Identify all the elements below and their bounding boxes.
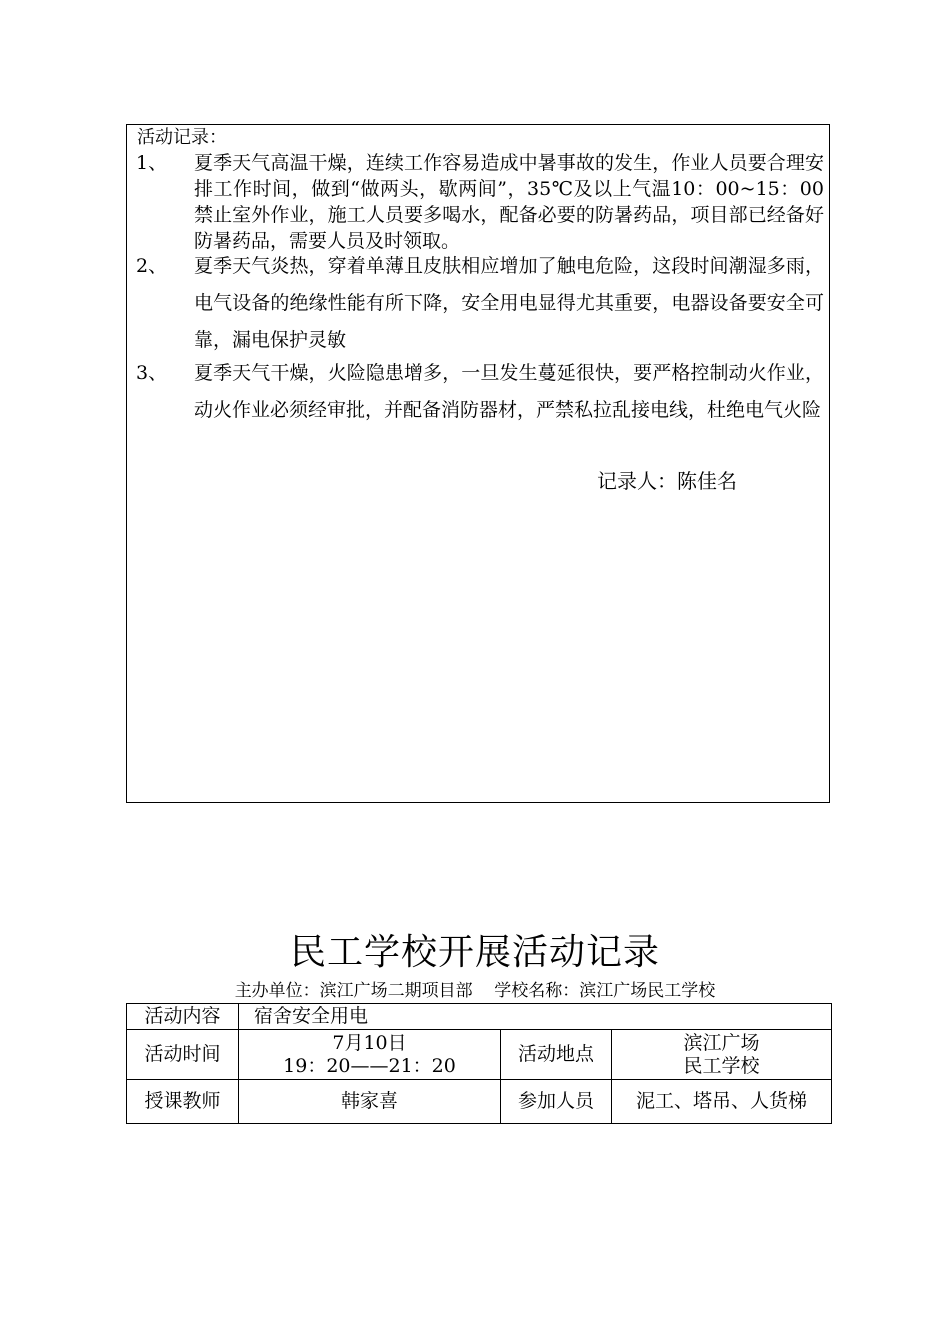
record-item-text: 夏季天气高温干燥，连续工作容易造成中暑事故的发生，作业人员要合理安排工作时间，做到“做两头，歇两间”，35℃及以上气温10：00~15：00禁止室外作业，施工人员要多喝水，配备必要的防暑药品，项目部已经备好防暑药品，需要人员及时领取。 [194, 152, 824, 252]
teacher-value: 韩家喜 [239, 1080, 501, 1124]
place-line-1: 滨江广场 [683, 1031, 760, 1054]
time-range: 19：20——21：20 [283, 1054, 456, 1077]
content-label: 活动内容 [127, 1004, 239, 1030]
page-title: 民工学校开展活动记录 [289, 932, 660, 973]
place-line-2: 民工学校 [683, 1054, 760, 1077]
activity-record-box [126, 124, 830, 803]
content-value: 宿舍安全用电 [239, 1004, 832, 1030]
record-item-text: 夏季天气干燥，火险隐患增多，一旦发生蔓延很快，要严格控制动火作业，动火作业必须经审批，并配备消防器材，严禁私拉乱接电线，杜绝电气火险 [194, 362, 824, 421]
time-label: 活动时间 [127, 1030, 239, 1080]
table-row [127, 1004, 832, 1030]
participants-label: 参加人员 [501, 1080, 612, 1124]
record-item-number: 2、 [136, 255, 168, 277]
place-value [612, 1030, 832, 1080]
teacher-label: 授课教师 [127, 1080, 239, 1124]
record-item-number: 3、 [136, 362, 168, 384]
record-heading: 活动记录： [137, 127, 227, 148]
table-row [127, 1030, 832, 1080]
record-item-number: 1、 [136, 152, 168, 174]
time-value [239, 1030, 501, 1080]
recorder-signature: 记录人：陈佳名 [597, 469, 737, 493]
page-subtitle: 主办单位：滨江广场二期项目部 学校名称：滨江广场民工学校 [234, 981, 716, 1001]
participants-value: 泥工、塔吊、人货梯 [612, 1080, 832, 1124]
table-row [127, 1080, 832, 1124]
record-item-text: 夏季天气炎热，穿着单薄且皮肤相应增加了触电危险，这段时间潮湿多雨，电气设备的绝缘性能有所下降，安全用电显得尤其重要，电器设备要安全可靠，漏电保护灵敏 [194, 255, 824, 351]
place-label: 活动地点 [501, 1030, 612, 1080]
time-date: 7月10日 [332, 1031, 407, 1054]
activity-info-table [126, 1003, 832, 1124]
